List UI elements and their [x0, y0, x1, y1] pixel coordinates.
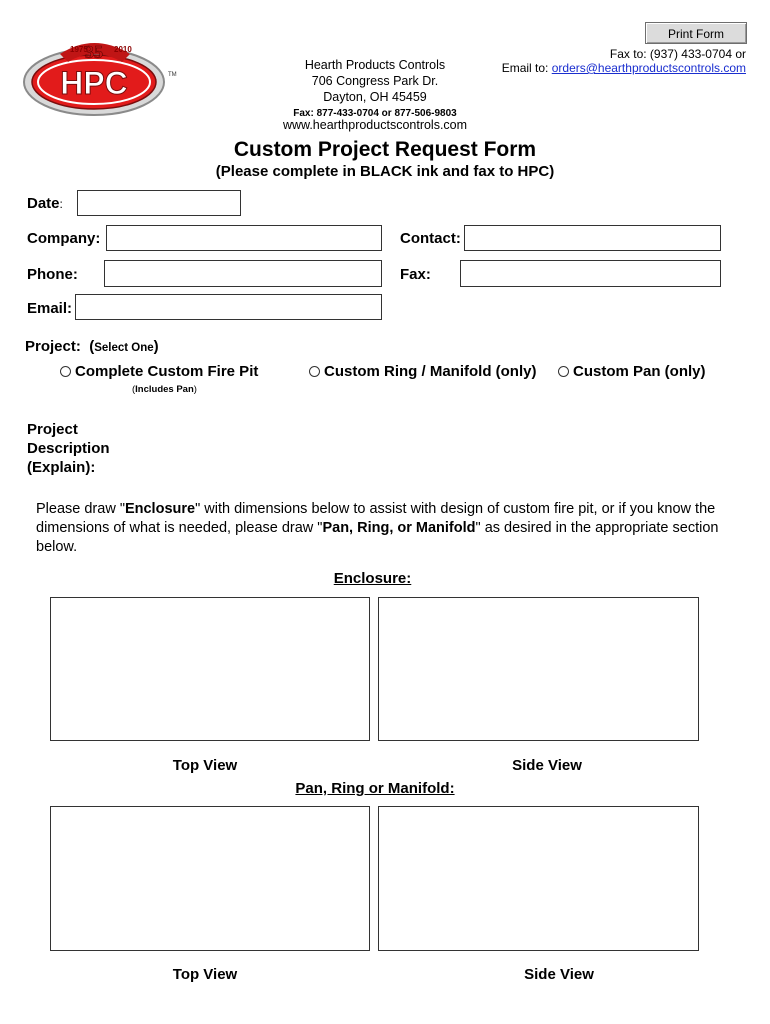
- pan-ring-manifold-heading: Pan, Ring or Manifold:: [295, 780, 455, 797]
- enclosure-top-view-label: Top View: [172, 757, 238, 774]
- email-to-label: Email to:: [501, 61, 552, 75]
- fax-to-line: Fax to: (937) 433-0704 or: [609, 47, 746, 61]
- pan-top-view-box[interactable]: [50, 806, 370, 951]
- fax-field[interactable]: [460, 260, 721, 287]
- radio-icon[interactable]: [60, 366, 71, 377]
- radio-icon[interactable]: [558, 366, 569, 377]
- drawing-instructions: Please draw "Enclosure" with dimensions below to assist with design of custom fire pit, or if you know the dimensions of what is needed, please draw "Pan, Ring, or Manifold" as desired in the appropriate section below.: [36, 501, 719, 555]
- includes-pan-note: (Includes Pan): [132, 384, 197, 395]
- company-label: Company:: [27, 230, 101, 247]
- email-link[interactable]: orders@hearthproductscontrols.com: [551, 61, 746, 75]
- form-subtitle: (Please complete in BLACK ink and fax to HPC): [215, 163, 555, 180]
- phone-label: Phone:: [27, 266, 78, 283]
- project-label: Project: (Select One): [25, 338, 159, 355]
- date-field[interactable]: [77, 190, 241, 216]
- svg-text:HPC: HPC: [60, 65, 128, 101]
- svg-text:1975: 1975: [70, 45, 88, 54]
- company-name: Hearth Products Controls: [304, 58, 446, 72]
- date-label: Date:: [27, 195, 63, 212]
- enclosure-heading: Enclosure:: [333, 570, 412, 587]
- email-field[interactable]: [75, 294, 382, 320]
- form-title: Custom Project Request Form: [233, 138, 537, 161]
- enclosure-side-view-label: Side View: [512, 757, 582, 774]
- pan-side-view-box[interactable]: [378, 806, 699, 951]
- pan-side-view-label: Side View: [524, 966, 594, 983]
- company-fax: Fax: 877-433-0704 or 877-506-9803: [293, 108, 457, 119]
- contact-field[interactable]: [464, 225, 721, 251]
- project-description-label: Project Description (Explain):: [27, 421, 110, 476]
- hpc-logo: [22, 36, 182, 120]
- print-form-button[interactable]: Print Form: [645, 22, 747, 44]
- company-field[interactable]: [106, 225, 382, 251]
- fax-label: Fax:: [400, 266, 431, 283]
- pan-top-view-label: Top View: [172, 966, 238, 983]
- enclosure-top-view-box[interactable]: [50, 597, 370, 741]
- email-to-line: [502, 61, 746, 76]
- contact-label: Contact:: [400, 230, 461, 247]
- svg-text:TM: TM: [168, 72, 177, 78]
- enclosure-side-view-box[interactable]: [378, 597, 699, 741]
- phone-field[interactable]: [104, 260, 382, 287]
- option-complete-fire-pit[interactable]: Complete Custom Fire Pit: [60, 363, 258, 380]
- svg-text:35: 35: [85, 42, 103, 62]
- company-city: Dayton, OH 45459: [323, 90, 427, 104]
- email-label: Email:: [27, 300, 73, 317]
- option-custom-pan[interactable]: Custom Pan (only): [558, 363, 706, 380]
- radio-icon[interactable]: [309, 366, 320, 377]
- company-website: www.hearthproductscontrols.com: [282, 118, 468, 132]
- option-ring-manifold[interactable]: Custom Ring / Manifold (only): [309, 363, 536, 380]
- company-street: 706 Congress Park Dr.: [311, 74, 439, 88]
- svg-text:2010: 2010: [114, 45, 132, 54]
